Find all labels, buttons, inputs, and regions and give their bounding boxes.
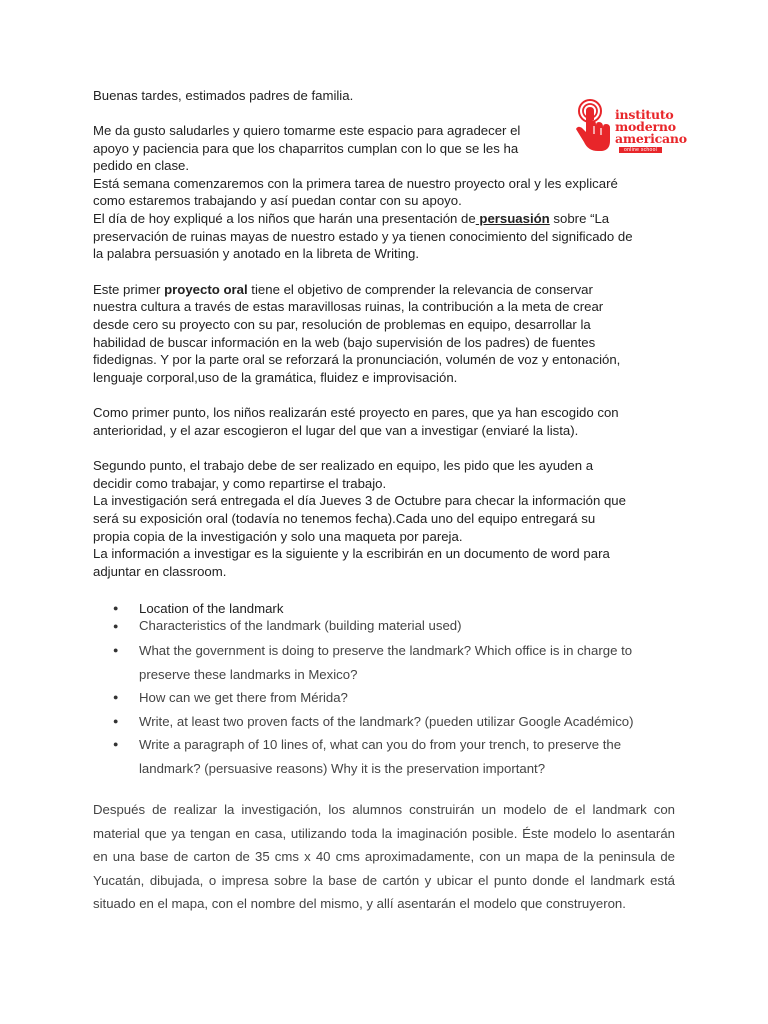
objective-start: Este primer — [93, 282, 165, 297]
research-topics-list — [93, 600, 683, 780]
greeting: Buenas tardes, estimados padres de familia. — [93, 88, 354, 103]
list-item: ● Write, at least two proven facts of the landmark? (pueden utilizar Google Académico) — [93, 710, 683, 734]
intro-line-8: la palabra persuasión y anotado en la libreta de Writing. — [93, 246, 419, 261]
intro-line-6 — [93, 210, 693, 228]
point2-line-3: La investigación será entregada el día Jueves 3 de Octubre para checar la información que — [93, 493, 626, 508]
list-item: ● How can we get there from Mérida? — [93, 686, 683, 710]
pointing-hand-icon — [572, 98, 614, 156]
point1-line-2: anterioridad, y el azar escogieron el lugar del que van a investigar (enviaré la lista). — [93, 423, 579, 438]
point2-line-1: Segundo punto, el trabajo debe de ser realizado en equipo, les pido que les ayuden a — [93, 458, 594, 473]
logo-text-line-2: moderno — [615, 119, 676, 134]
point2-line-4: será su exposición oral (todavía no tenemos fecha).Cada uno del equipo entregará su — [93, 511, 596, 526]
objective-line-2: nuestra cultura a través de estas maravillosas ruinas, la contribución a la meta de crear — [93, 299, 604, 314]
objective-rest: tiene el objetivo de comprender la relevancia de conservar — [247, 282, 593, 297]
objective-line-3: desde cero su proyecto con su par, resolución de problemas en equipo, desarrollar la — [93, 317, 591, 332]
point1-line-1: Como primer punto, los niños realizarán esté proyecto en pares, que ya han escogido con — [93, 405, 619, 420]
objective-line-6: lenguaje corporal,uso de la gramática, fluidez e improvisación. — [93, 370, 458, 385]
intro-line-3: pedido en clase. — [93, 158, 190, 173]
list-item: ● Write a paragraph of 10 lines of, what can you do from your trench, to preserve the landmark? (persuasive reasons) Why it is the preservation important? — [93, 733, 683, 780]
intro-line-4: Está semana comenzaremos con la primera tarea de nuestro proyecto oral y les explicaré — [93, 176, 618, 191]
list-item: ● Characteristics of the landmark (building material used) — [93, 617, 683, 635]
school-logo — [572, 98, 702, 158]
point2-line-5: propia copia de la investigación y solo una maqueta por pareja. — [93, 529, 463, 544]
logo-text-line-1: instituto — [615, 107, 674, 122]
intro-line-5: como estaremos trabajando y así puedan contar con su apoyo. — [93, 193, 462, 208]
intro-line-6-start: El día de hoy expliqué a los niños que harán una presentación de — [93, 211, 476, 226]
intro-line-1: Me da gusto saludarles y quiero tomarme este espacio para agradecer el — [93, 123, 521, 138]
objective-line-1 — [93, 281, 693, 299]
logo-text-line-3: americano — [615, 131, 687, 146]
final-paragraph: Después de realizar la investigación, los alumnos construirán un modelo de el landmark con material que ya tengan en casa, utilizando toda la imaginación posible. Éste modelo lo asentarán en una base de carton de 35 cms x 40 cms aproximadamente, con un mapa de la peninsula de Yucatán, dibujada, o impresa sobre la base de cartón y ubicar el punto donde el landmark está situado en el mapa, con el nombre del mismo, y allí asentarán el modelo que construyeron. — [93, 802, 675, 911]
logo-tagline: online school — [619, 147, 662, 153]
point2-line-6: La información a investigar es la siguiente y la escribirán en un documento de word para — [93, 546, 610, 561]
point2-line-7: adjuntar en classroom. — [93, 564, 227, 579]
objective-line-4: habilidad de buscar información en la web (bajo supervisión de los padres) de fuentes — [93, 335, 596, 350]
point2-line-2: decidir como trabajar, y como repartirse el trabajo. — [93, 476, 387, 491]
objective-line-5: fidedignas. Y por la parte oral se reforzará la pronunciación, volumén de voz y entonación, — [93, 352, 621, 367]
intro-line-7: preservación de ruinas mayas de nuestro estado y ya tienen conocimiento del significado de — [93, 229, 633, 244]
intro-line-2: apoyo y paciencia para que los chaparritos cumplan con lo que se les ha — [93, 141, 519, 156]
persuasion-keyword: persuasión — [475, 211, 550, 226]
list-item: ● Location of the landmark — [93, 600, 683, 617]
oral-project-keyword: proyecto oral — [164, 282, 248, 297]
list-item: ● What the government is doing to preserve the landmark? Which office is in charge to preserve these landmarks in Mexico? — [93, 639, 683, 686]
intro-line-6-end: sobre “La — [549, 211, 610, 226]
